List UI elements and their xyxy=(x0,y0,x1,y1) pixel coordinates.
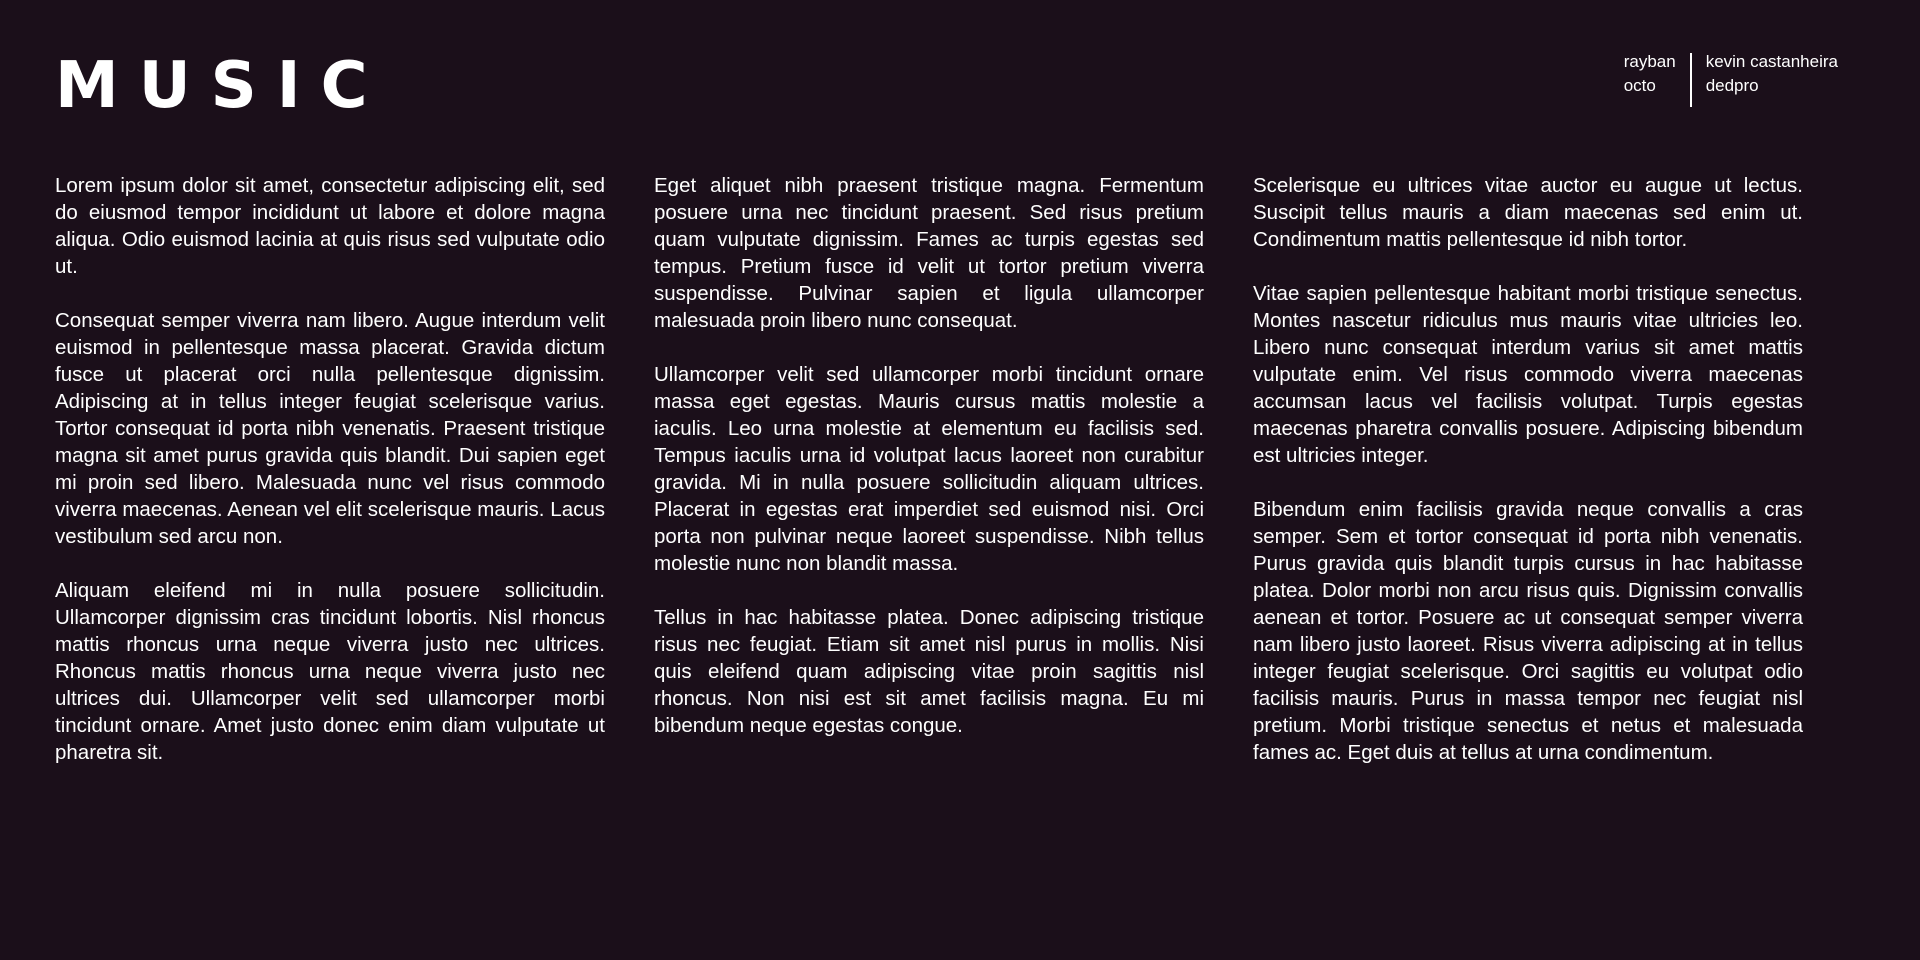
paragraph: Ullamcorper velit sed ullamcorper morbi tincidunt ornare massa eget egestas. Mauris cursus mattis molestie a iaculis. Leo urna molestie at elementum eu facilisis sed. Tempus iaculis urna id volutpat lacus laoreet non curabitur gravida. Mi in nulla posuere sollicitudin aliquam ultrices. Placerat in egestas erat imperdiet sed euismod nisi. Orci porta non pulvinar neque laoreet suspendisse. Nibh tellus molestie nunc non blandit massa. xyxy=(654,363,1204,575)
credit-octo: octo xyxy=(1623,76,1656,95)
credit-kevin-castanheira: kevin castanheira xyxy=(1705,52,1838,71)
paragraph: Vitae sapien pellentesque habitant morbi tristique senectus. Montes nascetur ridiculus mus mauris vitae ultricies leo. Libero nunc consequat interdum varius sit amet mattis vulputate enim. Vel risus commodo viverra maecenas accumsan lacus vel facilisis volutpat. Turpis egestas maecenas pharetra convallis posuere. Adipiscing bibendum est ultricies integer. xyxy=(1253,282,1803,467)
text-column-3 xyxy=(1253,172,1803,793)
paragraph: Aliquam eleifend mi in nulla posuere sollicitudin. Ullamcorper dignissim cras tincidunt lobortis. Nisl rhoncus mattis rhoncus urna neque viverra justo nec ultrices. Rhoncus mattis rhoncus urna neque viverra justo nec ultrices dui. Ullamcorper velit sed ullamcorper morbi tincidunt ornare. Amet justo donec enim diam vulputate ut pharetra sit. xyxy=(55,579,605,764)
credits-left xyxy=(1624,50,1690,107)
paragraph: Bibendum enim facilisis gravida neque convallis a cras semper. Sem et tortor consequat id porta nibh venenatis. Purus gravida quis blandit turpis cursus in hac habitasse platea. Dolor morbi non arcu risus quis. Dignissim convallis aenean et tortor. Posuere ac ut consequat semper viverra nam libero justo laoreet. Risus viverra adipiscing at in tellus integer feugiat scelerisque. Orci sagittis eu volutpat odio facilisis mauris. Purus in massa tempor nec feugiat nisl pretium. Morbi tristique senectus et netus et malesuada fames ac. Eget duis at tellus at urna condimentum. xyxy=(1253,498,1803,764)
paragraph: Eget aliquet nibh praesent tristique magna. Fermentum posuere urna nec tincidunt praesent. Sed risus pretium quam vulputate dignissim. Fames ac turpis egestas sed tempus. Pretium fusce id velit ut tortor pretium viverra suspendisse. Pulvinar sapien et ligula ullamcorper malesuada proin libero nunc consequat. xyxy=(654,174,1204,332)
credits xyxy=(1624,50,1838,107)
paragraph: Consequat semper viverra nam libero. Augue interdum velit euismod in pellentesque massa placerat. Gravida dictum fusce ut placerat orci nulla pellentesque dignissim. Adipiscing at in tellus integer feugiat scelerisque varius. Tortor consequat id porta nibh venenatis. Praesent tristique magna sit amet purus gravida quis blandit. Dui sapien eget mi proin sed libero. Malesuada nunc vel risus commodo viverra maecenas. Aenean vel elit scelerisque mauris. Lacus vestibulum sed arcu non. xyxy=(55,309,605,548)
paragraph: Lorem ipsum dolor sit amet, consectetur adipiscing elit, sed do eiusmod tempor incididunt ut labore et dolore magna aliqua. Odio euismod lacinia at quis risus sed vulputate odio ut. xyxy=(55,174,605,278)
text-columns xyxy=(55,172,1805,793)
credit-dedpro: dedpro xyxy=(1705,76,1759,95)
credits-right xyxy=(1692,50,1838,107)
paragraph: Tellus in hac habitasse platea. Donec adipiscing tristique risus nec feugiat. Etiam sit amet nisl purus in mollis. Nisi quis eleifend quam adipiscing vitae proin sagittis nisl rhoncus. Non nisi est sit amet facilisis magna. Eu mi bibendum neque egestas congue. xyxy=(654,606,1204,737)
text-column-1 xyxy=(55,172,605,793)
text-column-2 xyxy=(654,172,1204,793)
page-title: MUSIC xyxy=(55,49,388,123)
credit-rayban: rayban xyxy=(1623,52,1676,71)
paragraph: Scelerisque eu ultrices vitae auctor eu augue ut lectus. Suscipit tellus mauris a diam maecenas sed enim ut. Condimentum mattis pellentesque id nibh tortor. xyxy=(1253,174,1803,251)
